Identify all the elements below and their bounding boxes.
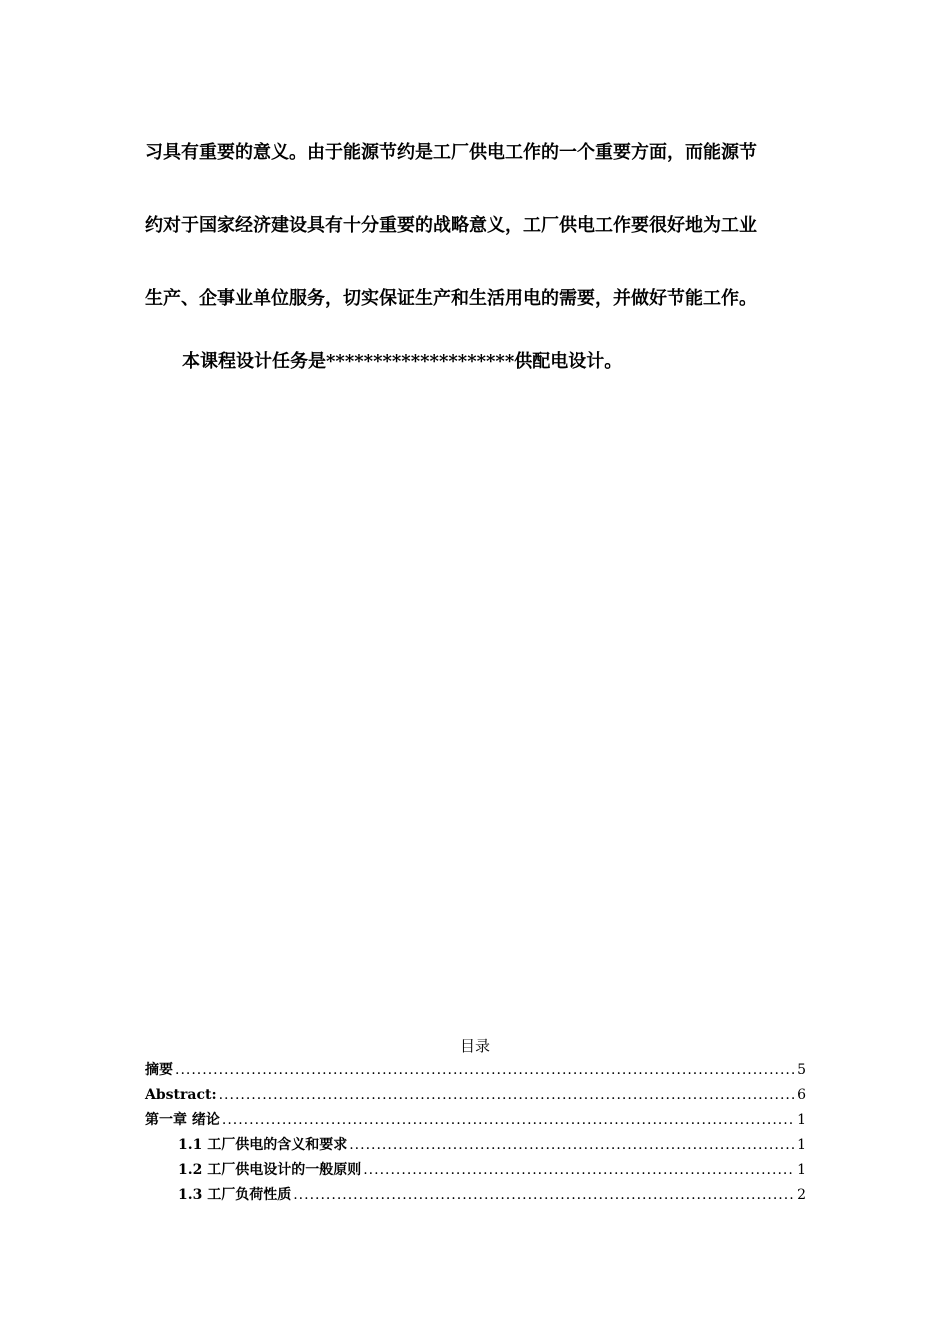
toc-leader-dots bbox=[363, 1160, 795, 1180]
toc-leader-dots bbox=[219, 1085, 795, 1105]
toc-entry-page: 1 bbox=[797, 1137, 806, 1153]
toc-entry-chapter-1[interactable] bbox=[145, 1110, 806, 1135]
toc-entry-section-1-1[interactable] bbox=[145, 1135, 806, 1160]
table-of-contents bbox=[145, 1060, 806, 1210]
body-line-4: 本课程设计任务是********************供配电设计。 bbox=[182, 351, 623, 372]
toc-entry-abstract-cn[interactable] bbox=[145, 1060, 806, 1085]
toc-entry-label: 1.3 工厂负荷性质 bbox=[178, 1187, 292, 1203]
toc-leader-dots bbox=[293, 1185, 795, 1205]
toc-leader-dots bbox=[175, 1060, 795, 1080]
toc-entry-page: 6 bbox=[797, 1087, 806, 1103]
toc-entry-page: 1 bbox=[797, 1162, 806, 1178]
toc-entry-label: 摘要 bbox=[145, 1062, 173, 1078]
toc-leader-dots bbox=[349, 1135, 795, 1155]
toc-entry-abstract-en[interactable] bbox=[145, 1085, 806, 1110]
toc-entry-label: 第一章 绪论 bbox=[145, 1112, 220, 1128]
toc-entry-section-1-3[interactable] bbox=[145, 1185, 806, 1210]
toc-entry-page: 1 bbox=[797, 1112, 806, 1128]
toc-entry-page: 2 bbox=[797, 1187, 806, 1203]
body-line-2: 约对于国家经济建设具有十分重要的战略意义，工厂供电工作要很好地为工业 bbox=[145, 215, 757, 236]
toc-entry-section-1-2[interactable] bbox=[145, 1160, 806, 1185]
toc-entry-label: 1.1 工厂供电的含义和要求 bbox=[178, 1137, 348, 1153]
toc-entry-label: Abstract: bbox=[145, 1087, 217, 1103]
toc-title: 目录 bbox=[459, 1037, 490, 1055]
body-line-1: 习具有重要的意义。由于能源节约是工厂供电工作的一个重要方面，而能源节 bbox=[145, 142, 757, 163]
body-line-3: 生产、企事业单位服务，切实保证生产和生活用电的需要，并做好节能工作。 bbox=[145, 288, 757, 309]
toc-entry-page: 5 bbox=[797, 1062, 806, 1078]
toc-leader-dots bbox=[222, 1110, 795, 1130]
toc-entry-label: 1.2 工厂供电设计的一般原则 bbox=[178, 1162, 362, 1178]
